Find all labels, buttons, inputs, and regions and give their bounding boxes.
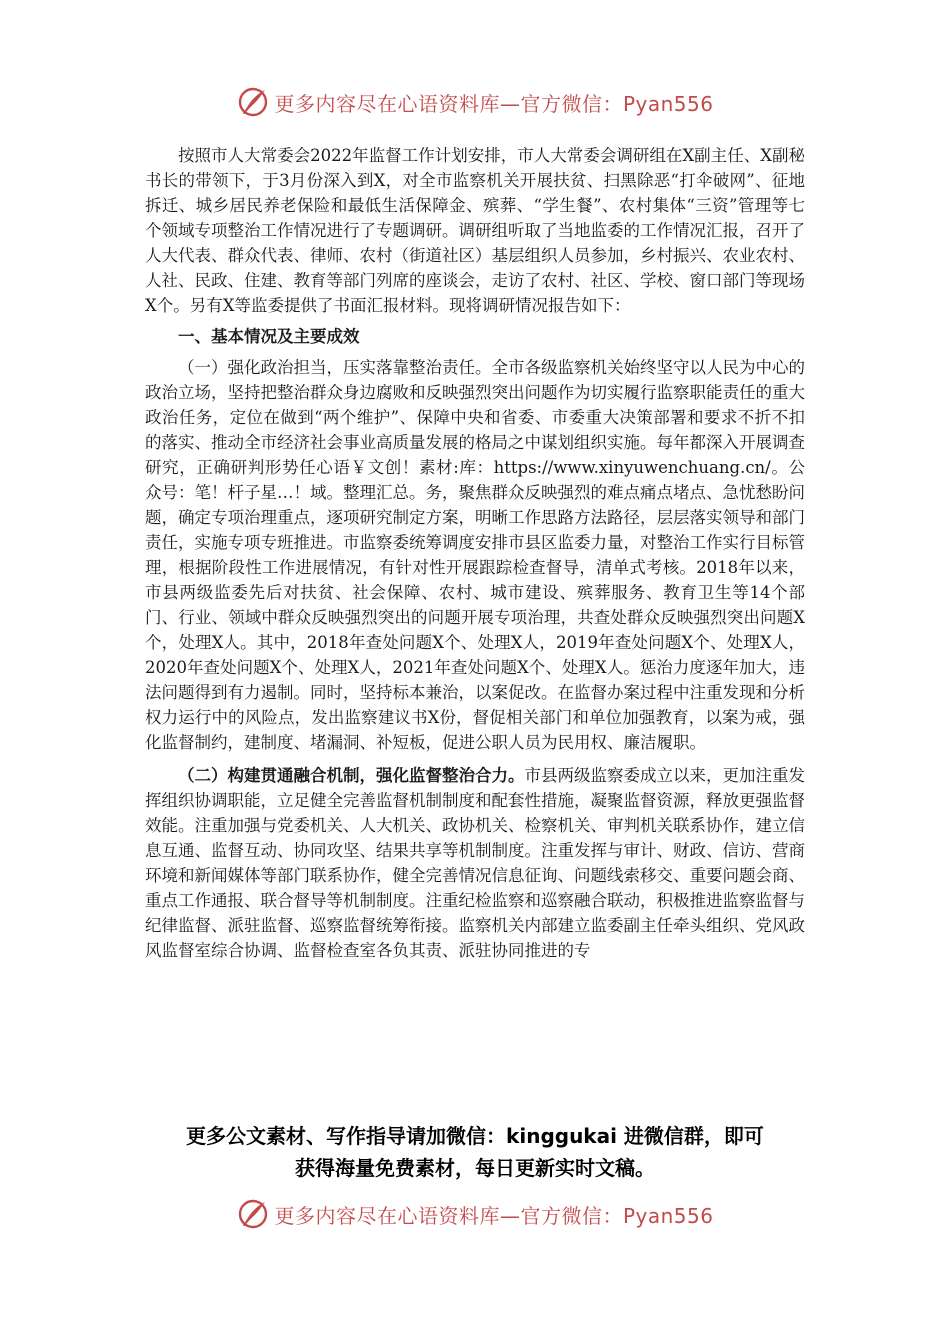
- quill-logo-icon: [236, 85, 270, 119]
- section-paragraph-2: [145, 763, 805, 963]
- paragraph-2-body: 市县两级监察委成立以来，更加注重发挥组织协调职能，立足健全完善监督机制制度和配套性措施，凝聚监督资源，释放更强监督效能。注重加强与党委机关、人大机关、政协机关、检察机关、审判机关联系协作，建立信息互通、监督互动、协同攻坚、结果共享等机制制度。注重发挥与审计、财政、信访、营商环境和新闻媒体等部门联系协作，健全完善情况信息征询、问题线索移交、重要问题会商、重点工作通报、联合督导等机制制度。注重纪检监察和巡察融合联动，积极推进监察监督与纪律监督、派驻监督、巡察监督统筹衔接。监察机关内部建立监委副主任牵头组织、党风政风监督室综合协调、监督检查室各负其责、派驻协同推进的专: [145, 766, 805, 960]
- header-watermark-banner: [0, 82, 950, 122]
- header-watermark-text: 更多内容尽在心语资料库—官方微信：Pyan556: [274, 91, 714, 116]
- footer-watermark-text: 更多内容尽在心语资料库—官方微信：Pyan556: [274, 1203, 714, 1228]
- paragraph-gap: [145, 755, 805, 763]
- promo-line-1: 更多公文素材、写作指导请加微信：kinggukai 进微信群，即可: [186, 1124, 764, 1148]
- paragraph-2-lead: （二）构建贯通融合机制，强化监督整治合力。: [178, 766, 525, 785]
- footer-watermark-banner: [0, 1194, 950, 1234]
- section-heading: 一、基本情况及主要成效: [178, 327, 360, 346]
- promo-line-2: 获得海量免费素材，每日更新实时文稿。: [295, 1156, 655, 1180]
- quill-logo-icon: [236, 1197, 270, 1231]
- section-paragraph-1: （一）强化政治担当，压实落靠整治责任。全市各级监察机关始终坚守以人民为中心的政治立场，坚持把整治群众身边腐败和反映强烈突出问题作为切实履行监察职能责任的重大政治任务，定位在做到“两个维护”、保障中央和省委、市委重大决策部署和要求不折不扣的落实、推动全市经济社会事业高质量发展的格局之中谋划组织实施。每年都深入开展调查研究，正确研判形势任心语￥文创！素材:库：https://www.xinyuwenchuang.cn/。公众号：笔！杆子星…！域。整理汇总。务，聚焦群众反映强烈的难点痛点堵点、急忧愁盼问题，确定专项治理重点，逐项研究制定方案，明晰工作思路方法路径，层层落实领导和部门责任，实施专项专班推进。市监察委统筹调度安排市县区监委力量，对整治工作实行目标管理，根据阶段性工作进展情况，有针对性开展跟踪检查督导，清单式考核。2018年以来，市县两级监委先后对扶贫、社会保障、农村、城市建设、殡葬服务、教育卫生等14个部门、行业、领域中群众反映强烈突出的问题开展专项治理，共查处群众反映强烈突出问题X个，处理X人。其中，2018年查处问题X个、处理X人，2019年查处问题X个、处理X人，2020年查处问题X个、处理X人，2021年查处问题X个、处理X人。惩治力度逐年加大，违法问题得到有力遏制。同时，坚持标本兼治，以案促改。在监督办案过程中注重发现和分析权力运行中的风险点，发出监察建议书X份，督促相关部门和单位加强教育，以案为戒，强化监督制约，建制度、堵漏洞、补短板，促进公职人员为民用权、廉洁履职。: [145, 358, 805, 752]
- section-paragraph-2-clip: [145, 763, 805, 1088]
- document-body: [145, 143, 805, 1088]
- promo-notice: [120, 1120, 830, 1184]
- intro-paragraph: 按照市人大常委会2022年监督工作计划安排，市人大常委会调研组在X副主任、X副秘书长的带领下，于3月份深入到X，对全市监察机关开展扶贫、扫黑除恶“打伞破网”、征地拆迁、城乡居民养老保险和最低生活保障金、殡葬、“学生餐”、农村集体“三资”管理等七个领域专项整治工作情况进行了专题调研。调研组听取了当地监委的工作情况汇报，召开了人大代表、群众代表、律师、农村（街道社区）基层组织人员参加，乡村振兴、农业农村、人社、民政、住建、教育等部门列席的座谈会，走访了农村、社区、学校、窗口部门等现场X个。另有X等监委提供了书面汇报材料。现将调研情况报告如下：: [145, 146, 805, 315]
